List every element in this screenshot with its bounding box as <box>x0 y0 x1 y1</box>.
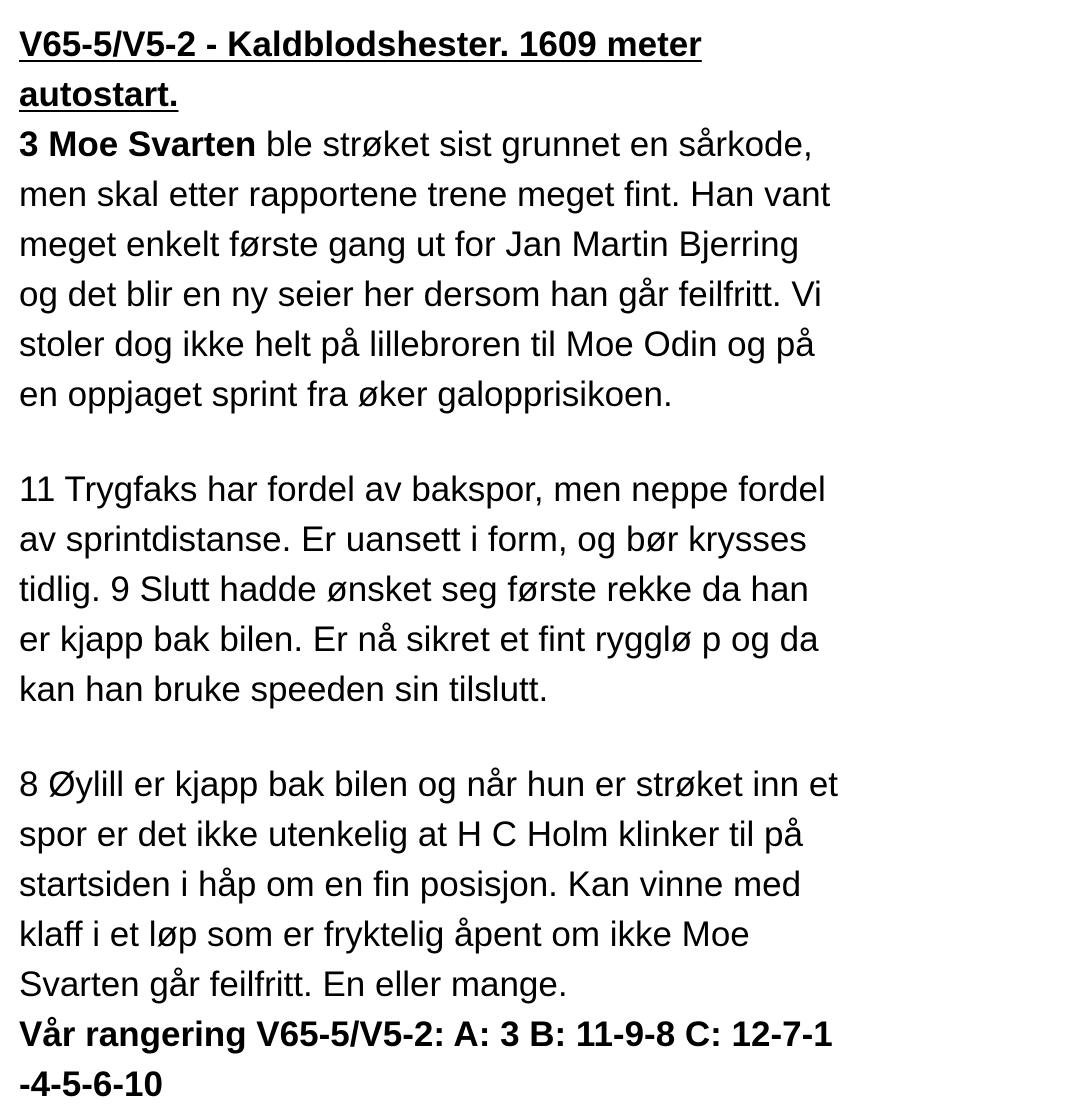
paragraph-spacer <box>19 715 1064 760</box>
paragraph-3-line-4: klaff i et løp som er fryktelig åpent om ikke Moe <box>19 915 750 954</box>
title-line-1: V65-5/V5-2 - Kaldblodshester. 1609 meter <box>19 25 702 64</box>
paragraph-2-line-2: av sprintdistanse. Er uansett i form, og bør krysses <box>19 520 807 559</box>
paragraph-1-line-3: meget enkelt første gang ut for Jan Martin Bjerring <box>19 225 800 264</box>
paragraph-spacer <box>19 420 1064 465</box>
document-body <box>19 20 1064 1110</box>
paragraph-3-line-5: Svarten går feilfritt. En eller mange. <box>19 965 568 1004</box>
horse-name-lead: 3 Moe Svarten <box>19 125 257 164</box>
paragraph-1-line-4: og det blir en ny seier her dersom han går feilfritt. Vi <box>19 275 822 314</box>
paragraph-2-line-3: tidlig. 9 Slutt hadde ønsket seg første rekke da han <box>19 570 809 609</box>
paragraph-1-line-1-rest: ble strøket sist grunnet en sårkode, <box>256 125 813 164</box>
paragraph-1-line-1 <box>19 120 1064 170</box>
ranking-line-2: -4-5-6-10 <box>19 1065 163 1104</box>
paragraph-1-line-5: stoler dog ikke helt på lillebroren til Moe Odin og på <box>19 325 815 364</box>
ranking-line-1: Vår rangering V65-5/V5-2: A: 3 B: 11-9-8 C: 12-7-1 <box>19 1015 833 1054</box>
paragraph-1-line-6: en oppjaget sprint fra øker galopprisikoen. <box>19 375 673 414</box>
paragraph-3-line-2: spor er det ikke utenkelig at H C Holm klinker til på <box>19 815 803 854</box>
paragraph-2-line-1: 11 Trygfaks har fordel av bakspor, men neppe fordel <box>19 470 826 509</box>
paragraph-2-line-4: er kjapp bak bilen. Er nå sikret et fint rygglø p og da <box>19 620 819 659</box>
paragraph-2-line-5: kan han bruke speeden sin tilslutt. <box>19 670 549 709</box>
title-line-2: autostart. <box>19 75 179 114</box>
paragraph-3-line-1: 8 Øylill er kjapp bak bilen og når hun er strøket inn et <box>19 765 839 804</box>
paragraph-1-line-2: men skal etter rapportene trene meget fint. Han vant <box>19 175 831 214</box>
paragraph-3-line-3: startsiden i håp om en fin posisjon. Kan vinne med <box>19 865 802 904</box>
